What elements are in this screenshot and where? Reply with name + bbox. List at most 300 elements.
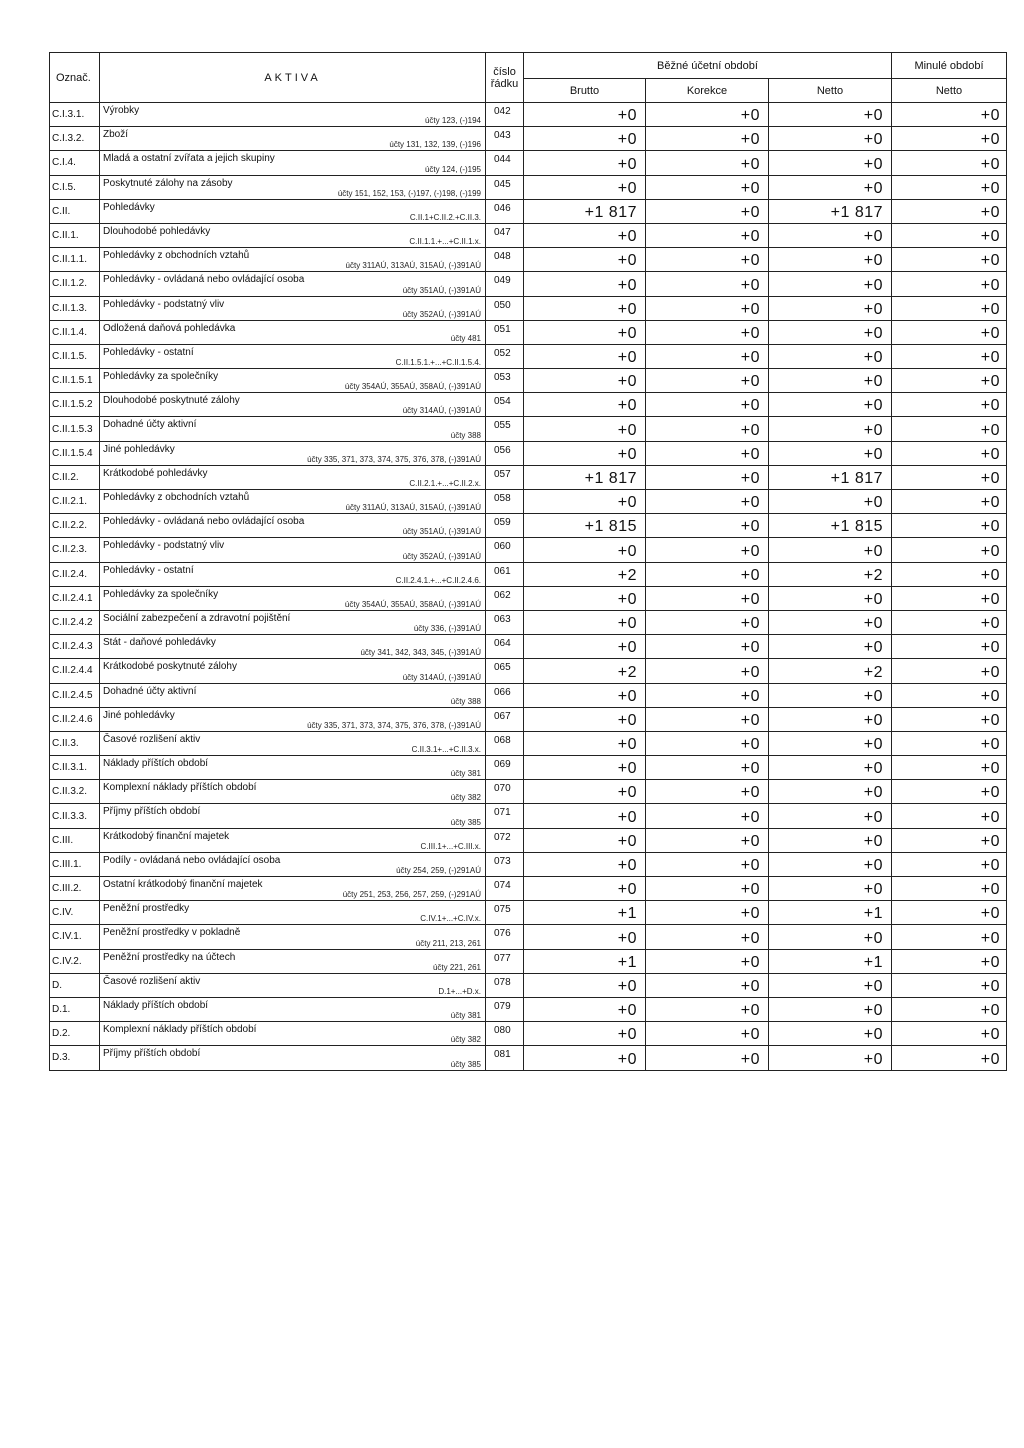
table-row [50,369,1007,393]
row-number: 047 [486,223,524,247]
row-number: 074 [486,877,524,901]
row-description [100,949,486,973]
row-prior-netto: +0 [892,369,1007,393]
table-row [50,756,1007,780]
row-accounts: účty 352AÚ, (-)391AÚ [402,309,481,319]
table-row [50,949,1007,973]
row-accounts: C.II.1+C.II.2.+C.II.3. [409,212,481,222]
row-accounts: účty 335, 371, 373, 374, 375, 376, 378, (-)391AÚ [307,454,481,464]
row-netto: +2 [769,659,892,683]
row-code: D.2. [50,1022,100,1046]
row-name: Příjmy příštích období [103,1048,201,1060]
row-number: 058 [486,490,524,514]
table-row [50,272,1007,296]
row-code: C.II.3.3. [50,804,100,828]
row-code: C.II.1.5. [50,344,100,368]
row-prior-netto: +0 [892,659,1007,683]
row-netto: +0 [769,586,892,610]
row-description [100,127,486,151]
row-code: C.II.1.5.3 [50,417,100,441]
table-row [50,344,1007,368]
row-description [100,417,486,441]
row-brutto: +0 [524,272,646,296]
table-row [50,490,1007,514]
row-accounts: účty 251, 253, 256, 257, 259, (-)291AÚ [342,890,481,900]
row-description [100,756,486,780]
row-brutto: +0 [524,175,646,199]
row-description [100,320,486,344]
header-current-period: Běžné účetní období [524,53,892,79]
row-prior-netto: +0 [892,1046,1007,1070]
row-accounts: účty 314AÚ, (-)391AÚ [402,672,481,682]
row-korekce: +0 [646,151,769,175]
row-description [100,586,486,610]
row-brutto: +0 [524,877,646,901]
row-name: Dlouhodobé pohledávky [103,225,211,237]
table-row [50,127,1007,151]
row-description [100,828,486,852]
row-prior-netto: +0 [892,393,1007,417]
table-row [50,465,1007,489]
row-number: 060 [486,538,524,562]
row-number: 071 [486,804,524,828]
row-brutto: +1 817 [524,465,646,489]
row-brutto: +0 [524,344,646,368]
row-description [100,852,486,876]
row-prior-netto: +0 [892,490,1007,514]
row-number: 070 [486,780,524,804]
row-code: C.II.2.4. [50,562,100,586]
row-prior-netto: +0 [892,320,1007,344]
row-prior-netto: +0 [892,417,1007,441]
row-number: 052 [486,344,524,368]
row-accounts: účty 335, 371, 373, 374, 375, 376, 378, (-)391AÚ [307,720,481,730]
row-description [100,804,486,828]
row-korekce: +0 [646,610,769,634]
row-name: Komplexní náklady příštích období [103,782,257,794]
row-prior-netto: +0 [892,780,1007,804]
row-korekce: +0 [646,465,769,489]
row-brutto: +0 [524,707,646,731]
row-name: Krátkodobý finanční majetek [103,830,230,842]
row-description [100,997,486,1021]
row-brutto: +0 [524,151,646,175]
row-accounts: účty 352AÚ, (-)391AÚ [402,551,481,561]
row-prior-netto: +0 [892,175,1007,199]
row-brutto: +2 [524,562,646,586]
row-brutto: +1 [524,901,646,925]
row-prior-netto: +0 [892,586,1007,610]
row-name: Dlouhodobé poskytnuté zálohy [103,395,240,407]
row-accounts: účty 382 [450,793,481,803]
row-number: 050 [486,296,524,320]
row-prior-netto: +0 [892,127,1007,151]
header-row-number-line2: řádku [490,77,519,90]
row-prior-netto: +0 [892,852,1007,876]
row-description [100,538,486,562]
row-number: 051 [486,320,524,344]
row-name: Pohledávky za společníky [103,588,219,600]
row-accounts: účty 481 [450,333,481,343]
row-description [100,1046,486,1070]
row-name: Pohledávky - ovládaná nebo ovládající osoba [103,274,305,286]
row-number: 063 [486,610,524,634]
row-code: C.II.2.3. [50,538,100,562]
row-accounts: účty 388 [450,696,481,706]
row-code: C.II.1.5.1 [50,369,100,393]
row-brutto: +0 [524,127,646,151]
row-korekce: +0 [646,877,769,901]
row-name: Poskytnuté zálohy na zásoby [103,177,233,189]
row-brutto: +0 [524,1022,646,1046]
row-korekce: +0 [646,683,769,707]
row-korekce: +0 [646,296,769,320]
row-accounts: účty 124, (-)195 [424,164,481,174]
row-accounts: C.II.2.1.+...+C.II.2.x. [409,479,481,488]
row-name: Krátkodobé poskytnuté zálohy [103,661,237,673]
row-name: Časové rozlišení aktiv [103,975,201,987]
row-brutto: +0 [524,756,646,780]
row-description [100,925,486,949]
row-name: Časové rozlišení aktiv [103,733,201,745]
row-accounts: C.IV.1+...+C.IV.x. [420,914,481,924]
row-number: 042 [486,103,524,127]
row-netto: +0 [769,1046,892,1070]
header-code: Označ. [50,53,100,103]
row-accounts: účty 131, 132, 139, (-)196 [389,140,481,150]
row-name: Pohledávky - ovládaná nebo ovládající osoba [103,516,305,528]
row-description [100,223,486,247]
row-accounts: účty 351AÚ, (-)391AÚ [402,527,481,537]
row-number: 056 [486,441,524,465]
row-prior-netto: +0 [892,562,1007,586]
row-description [100,731,486,755]
row-number: 079 [486,997,524,1021]
row-description [100,272,486,296]
row-prior-netto: +0 [892,538,1007,562]
row-code: C.II.1.5.2 [50,393,100,417]
row-accounts: C.II.2.4.1.+...+C.II.2.4.6. [395,575,481,585]
row-number: 054 [486,393,524,417]
row-code: C.II.1.1. [50,248,100,272]
table-row [50,828,1007,852]
row-korekce: +0 [646,1046,769,1070]
row-name: Pohledávky - podstatný vliv [103,298,225,310]
row-description [100,490,486,514]
row-code: C.III. [50,828,100,852]
row-brutto: +0 [524,320,646,344]
row-korekce: +0 [646,562,769,586]
row-netto: +1 817 [769,199,892,223]
row-brutto: +0 [524,683,646,707]
row-description [100,199,486,223]
row-netto: +0 [769,344,892,368]
row-name: Pohledávky - ostatní [103,564,194,576]
row-description [100,707,486,731]
row-code: C.II.1.5.4 [50,441,100,465]
row-brutto: +0 [524,490,646,514]
row-prior-netto: +0 [892,925,1007,949]
row-korekce: +0 [646,949,769,973]
row-netto: +0 [769,127,892,151]
row-prior-netto: +0 [892,973,1007,997]
row-prior-netto: +0 [892,151,1007,175]
row-accounts: účty 341, 342, 343, 345, (-)391AÚ [360,648,481,658]
row-prior-netto: +0 [892,248,1007,272]
row-korekce: +0 [646,659,769,683]
row-brutto: +0 [524,296,646,320]
row-code: C.I.5. [50,175,100,199]
row-netto: +0 [769,369,892,393]
row-netto: +0 [769,610,892,634]
row-accounts: účty 254, 259, (-)291AÚ [396,866,481,875]
row-brutto: +0 [524,586,646,610]
row-korekce: +0 [646,780,769,804]
row-description [100,151,486,175]
row-brutto: +0 [524,369,646,393]
row-netto: +0 [769,756,892,780]
table-row [50,877,1007,901]
row-accounts: účty 211, 213, 261 [415,938,481,948]
row-korekce: +0 [646,828,769,852]
row-number: 055 [486,417,524,441]
row-brutto: +0 [524,223,646,247]
balance-sheet [49,52,1006,1071]
row-code: C.II.3.1. [50,756,100,780]
table-row [50,1022,1007,1046]
row-korekce: +0 [646,223,769,247]
row-prior-netto: +0 [892,949,1007,973]
row-number: 077 [486,949,524,973]
row-prior-netto: +0 [892,1022,1007,1046]
row-name: Peněžní prostředky [103,903,190,915]
row-code: C.II.3. [50,731,100,755]
row-netto: +0 [769,248,892,272]
row-number: 049 [486,272,524,296]
row-code: C.I.3.2. [50,127,100,151]
row-accounts: účty 385 [450,1059,481,1069]
row-name: Náklady příštích období [103,999,209,1011]
row-code: C.II.2.1. [50,490,100,514]
row-name: Ostatní krátkodobý finanční majetek [103,879,263,890]
row-prior-netto: +0 [892,877,1007,901]
row-name: Zboží [103,129,129,141]
row-brutto: +0 [524,441,646,465]
table-row [50,901,1007,925]
row-number: 043 [486,127,524,151]
table-row [50,780,1007,804]
row-korekce: +0 [646,490,769,514]
row-code: C.II.1. [50,223,100,247]
row-prior-netto: +0 [892,610,1007,634]
row-korekce: +0 [646,1022,769,1046]
row-name: Pohledávky za společníky [103,371,219,383]
table-row [50,393,1007,417]
row-code: C.IV.2. [50,949,100,973]
row-accounts: účty 354AÚ, 355AÚ, 358AÚ, (-)391AÚ [344,382,481,392]
row-code: C.II.2.4.4 [50,659,100,683]
row-description [100,514,486,538]
row-name: Pohledávky z obchodních vztahů [103,492,250,503]
row-number: 045 [486,175,524,199]
row-prior-netto: +0 [892,296,1007,320]
row-netto: +0 [769,151,892,175]
row-brutto: +0 [524,804,646,828]
table-row [50,417,1007,441]
row-korekce: +0 [646,997,769,1021]
row-netto: +0 [769,103,892,127]
row-prior-netto: +0 [892,441,1007,465]
row-code: C.II.2.4.1 [50,586,100,610]
row-prior-netto: +0 [892,828,1007,852]
row-accounts: účty 388 [450,430,481,440]
row-number: 078 [486,973,524,997]
row-prior-netto: +0 [892,756,1007,780]
row-korekce: +0 [646,199,769,223]
row-code: C.IV. [50,901,100,925]
table-row [50,707,1007,731]
row-netto: +0 [769,925,892,949]
table-row [50,223,1007,247]
row-korekce: +0 [646,441,769,465]
row-number: 081 [486,1046,524,1070]
row-netto: +0 [769,296,892,320]
row-prior-netto: +0 [892,804,1007,828]
row-korekce: +0 [646,925,769,949]
row-name: Mladá a ostatní zvířata a jejich skupiny [103,153,275,165]
table-row [50,925,1007,949]
row-korekce: +0 [646,538,769,562]
row-accounts: účty 314AÚ, (-)391AÚ [402,406,481,416]
table-row [50,514,1007,538]
row-number: 076 [486,925,524,949]
row-name: Výrobky [103,105,140,116]
row-number: 048 [486,248,524,272]
row-name: Náklady příštích období [103,758,209,770]
row-description [100,562,486,586]
row-name: Pohledávky - podstatný vliv [103,540,225,552]
row-brutto: +0 [524,635,646,659]
header-netto: Netto [769,79,892,103]
row-korekce: +0 [646,103,769,127]
row-netto: +1 817 [769,465,892,489]
row-prior-netto: +0 [892,635,1007,659]
row-netto: +0 [769,223,892,247]
row-code: C.I.3.1. [50,103,100,127]
row-name: Peněžní prostředky v pokladně [103,927,241,939]
row-prior-netto: +0 [892,901,1007,925]
header-netto-prior: Netto [892,79,1007,103]
row-code: D. [50,973,100,997]
row-description [100,465,486,489]
row-number: 061 [486,562,524,586]
row-name: Jiné pohledávky [103,709,175,721]
row-netto: +0 [769,683,892,707]
table-row [50,804,1007,828]
header-row-number [486,53,524,103]
row-name: Pohledávky z obchodních vztahů [103,250,250,262]
row-korekce: +0 [646,344,769,368]
row-number: 064 [486,635,524,659]
table-row [50,997,1007,1021]
row-code: C.II.1.4. [50,320,100,344]
row-number: 075 [486,901,524,925]
row-number: 065 [486,659,524,683]
row-brutto: +0 [524,925,646,949]
table-row [50,320,1007,344]
row-netto: +0 [769,175,892,199]
row-korekce: +0 [646,175,769,199]
header-korekce: Korekce [646,79,769,103]
row-korekce: +0 [646,852,769,876]
row-description [100,901,486,925]
row-number: 080 [486,1022,524,1046]
row-description [100,1022,486,1046]
table-row [50,852,1007,876]
table-row [50,151,1007,175]
row-description [100,973,486,997]
row-name: Dohadné účty aktivní [103,419,197,431]
row-code: C.II.1.3. [50,296,100,320]
row-code: C.II.1.2. [50,272,100,296]
row-code: C.I.4. [50,151,100,175]
row-name: Sociální zabezpečení a zdravotní pojištění [103,612,291,624]
row-netto: +0 [769,393,892,417]
table-row [50,635,1007,659]
row-korekce: +0 [646,248,769,272]
row-description [100,296,486,320]
row-korekce: +0 [646,635,769,659]
table-row [50,973,1007,997]
row-accounts: účty 311AÚ, 313AÚ, 315AÚ, (-)391AÚ [345,261,481,271]
row-prior-netto: +0 [892,465,1007,489]
row-prior-netto: +0 [892,272,1007,296]
row-brutto: +0 [524,997,646,1021]
table-row [50,731,1007,755]
table-row [50,296,1007,320]
row-brutto: +0 [524,973,646,997]
row-code: C.III.1. [50,852,100,876]
assets-table [49,52,1007,1071]
row-code: C.IV.1. [50,925,100,949]
row-korekce: +0 [646,417,769,441]
table-row [50,175,1007,199]
header-title: AKTIVA [100,53,486,103]
row-name: Pohledávky - ostatní [103,346,194,358]
table-row [50,659,1007,683]
row-name: Jiné pohledávky [103,443,175,455]
row-description [100,248,486,272]
row-number: 068 [486,731,524,755]
row-name: Stát - daňové pohledávky [103,637,216,649]
row-netto: +1 [769,901,892,925]
row-netto: +0 [769,780,892,804]
row-netto: +0 [769,997,892,1021]
row-number: 059 [486,514,524,538]
row-name: Příjmy příštích období [103,806,201,818]
row-description [100,780,486,804]
row-accounts: C.III.1+...+C.III.x. [420,841,481,851]
row-brutto: +1 817 [524,199,646,223]
row-number: 053 [486,369,524,393]
row-description [100,877,486,901]
row-brutto: +1 815 [524,514,646,538]
row-netto: +0 [769,973,892,997]
row-name: Odložená daňová pohledávka [103,322,236,334]
table-row [50,441,1007,465]
row-number: 069 [486,756,524,780]
row-korekce: +0 [646,707,769,731]
